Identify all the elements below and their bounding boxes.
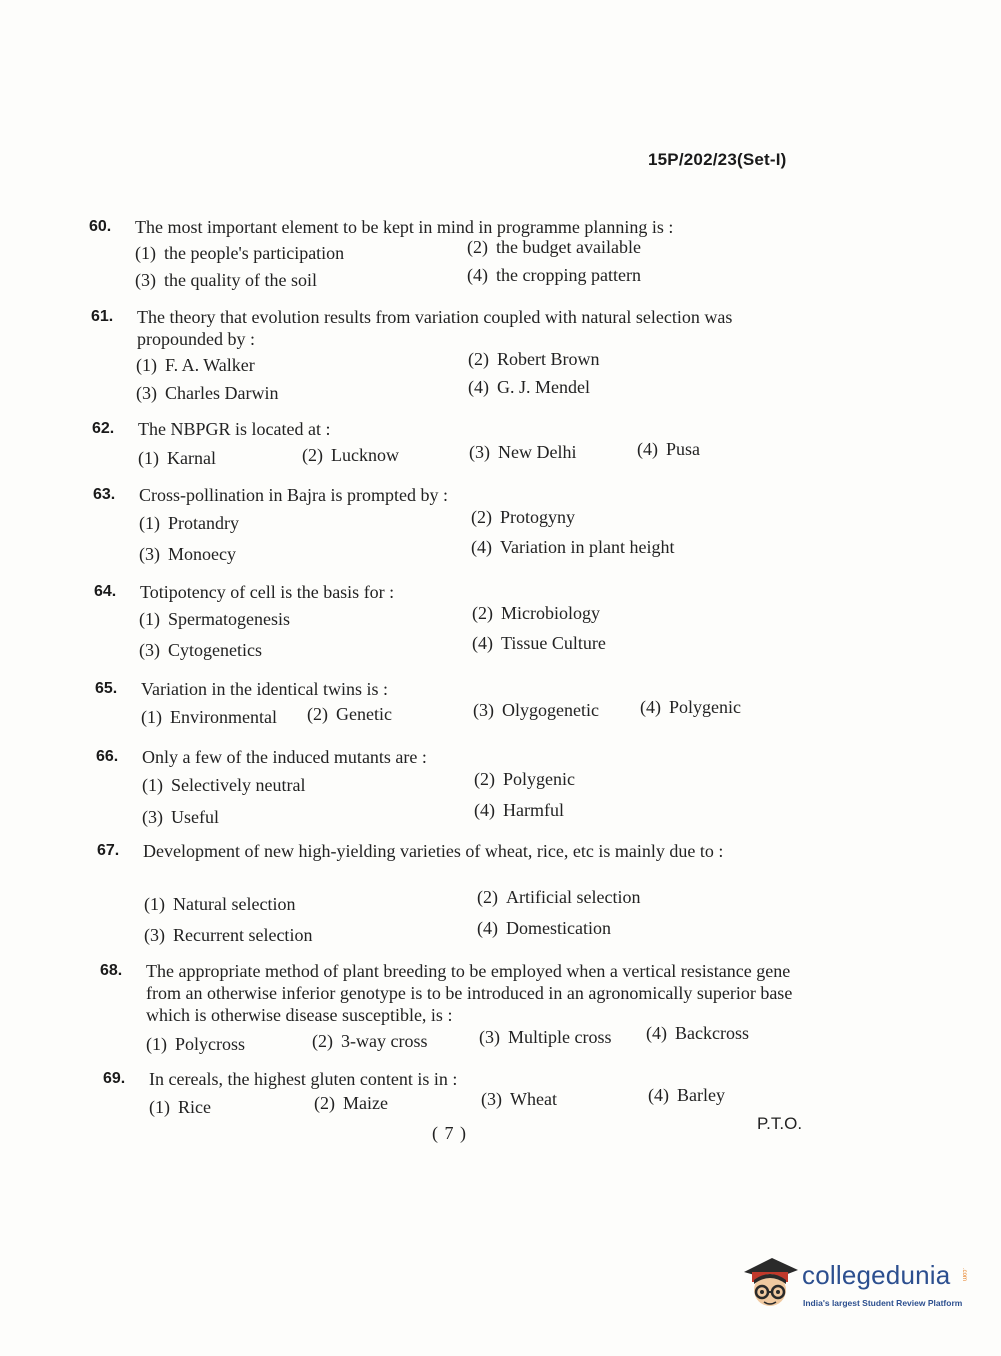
option-number: (4) xyxy=(646,1023,667,1043)
option-2 xyxy=(471,507,575,528)
option-number: (1) xyxy=(149,1097,170,1117)
option-1 xyxy=(146,1034,245,1055)
option-number: (4) xyxy=(640,697,661,717)
question-number: 60. xyxy=(89,218,112,235)
question-text: The NBPGR is located at : xyxy=(138,419,331,439)
option-text: Barley xyxy=(677,1085,725,1105)
option-number: (4) xyxy=(474,800,495,820)
option-text: Protogyny xyxy=(500,507,576,527)
option-number: (4) xyxy=(468,377,489,397)
option-1 xyxy=(139,513,239,534)
option-number: (1) xyxy=(139,513,160,533)
option-number: (4) xyxy=(637,439,658,459)
option-2 xyxy=(314,1093,388,1114)
option-number: (4) xyxy=(477,918,498,938)
question-text: Cross-pollination in Bajra is prompted by : xyxy=(139,485,448,505)
option-2 xyxy=(467,237,641,258)
option-text: Recurrent selection xyxy=(173,925,313,945)
option-text: Polycross xyxy=(175,1034,246,1054)
option-4 xyxy=(477,918,611,939)
option-number: (3) xyxy=(135,270,156,290)
option-3 xyxy=(139,544,236,565)
question-number: 63. xyxy=(93,486,116,503)
option-number: (2) xyxy=(314,1093,335,1113)
option-text: the people's participation xyxy=(164,243,345,263)
option-text: G. J. Mendel xyxy=(497,377,590,397)
option-4 xyxy=(467,265,641,286)
option-text: Pusa xyxy=(666,439,701,459)
option-1 xyxy=(138,448,216,469)
question-number: 62. xyxy=(92,420,115,437)
option-1 xyxy=(144,894,295,915)
option-number: (4) xyxy=(467,265,488,285)
option-number: (3) xyxy=(139,640,160,660)
option-2 xyxy=(302,445,399,466)
option-text: Domestication xyxy=(506,918,611,938)
option-text: Maize xyxy=(343,1093,388,1113)
option-3 xyxy=(136,383,278,404)
option-2 xyxy=(472,603,600,624)
option-text: Variation in plant height xyxy=(500,537,675,557)
logo-domain: .com xyxy=(961,1268,967,1282)
option-number: (3) xyxy=(139,544,160,564)
option-text: Useful xyxy=(171,807,219,827)
question-text: In cereals, the highest gluten content is in : xyxy=(149,1069,458,1089)
option-2 xyxy=(474,769,575,790)
option-2 xyxy=(312,1031,427,1052)
option-text: Cytogenetics xyxy=(168,640,262,660)
question-number: 67. xyxy=(97,842,120,859)
option-number: (2) xyxy=(471,507,492,527)
question-number: 61. xyxy=(91,308,114,325)
option-text: the cropping pattern xyxy=(496,265,641,285)
option-text: New Delhi xyxy=(498,442,577,462)
option-number: (3) xyxy=(469,442,490,462)
collegedunia-logo xyxy=(742,1250,972,1320)
option-2 xyxy=(307,704,392,725)
option-number: (1) xyxy=(142,775,163,795)
option-number: (3) xyxy=(481,1089,502,1109)
option-text: Harmful xyxy=(503,800,564,820)
option-number: (1) xyxy=(141,707,162,727)
option-text: Monoecy xyxy=(168,544,236,564)
question-text: Development of new high-yielding varieties of wheat, rice, etc is mainly due to : xyxy=(143,841,724,861)
question-text: The theory that evolution results from variation coupled with natural selection was propounded by : xyxy=(137,307,733,349)
option-text: Wheat xyxy=(510,1089,557,1109)
option-3 xyxy=(144,925,312,946)
question-text: The appropriate method of plant breeding to be employed when a vertical resistance gene from an otherwise inferior genotype is to be introduced in an agronomically superior base which is otherwise disease susceptible, is : xyxy=(146,961,793,1025)
question-number: 68. xyxy=(100,962,123,979)
question-text: Only a few of the induced mutants are : xyxy=(142,747,427,767)
option-text: Lucknow xyxy=(331,445,399,465)
option-1 xyxy=(139,609,290,630)
option-number: (2) xyxy=(472,603,493,623)
option-text: Backcross xyxy=(675,1023,749,1043)
option-4 xyxy=(640,697,741,718)
option-number: (1) xyxy=(139,609,160,629)
option-4 xyxy=(646,1023,749,1044)
option-text: Natural selection xyxy=(173,894,296,914)
question-number: 69. xyxy=(103,1070,126,1087)
option-1 xyxy=(135,243,344,264)
option-text: Tissue Culture xyxy=(501,633,606,653)
option-number: (1) xyxy=(135,243,156,263)
page-number: ( 7 ) xyxy=(432,1123,467,1143)
option-text: 3-way cross xyxy=(341,1031,428,1051)
option-number: (2) xyxy=(307,704,328,724)
option-4 xyxy=(472,633,606,654)
option-text: Polygenic xyxy=(669,697,741,717)
logo-name: collegedunia xyxy=(802,1260,951,1290)
option-number: (4) xyxy=(472,633,493,653)
option-4 xyxy=(637,439,700,460)
option-number: (3) xyxy=(136,383,157,403)
question-number: 64. xyxy=(94,583,117,600)
option-text: Spermatogenesis xyxy=(168,609,290,629)
question-text: Variation in the identical twins is : xyxy=(141,679,388,699)
option-number: (1) xyxy=(136,355,157,375)
option-1 xyxy=(136,355,255,376)
option-text: Protandry xyxy=(168,513,239,533)
question-number: 65. xyxy=(95,680,118,697)
option-3 xyxy=(142,807,219,828)
option-text: Selectively neutral xyxy=(171,775,306,795)
option-number: (1) xyxy=(144,894,165,914)
option-3 xyxy=(139,640,262,661)
option-text: Environmental xyxy=(170,707,277,727)
option-4 xyxy=(468,377,590,398)
option-text: Charles Darwin xyxy=(165,383,279,403)
option-2 xyxy=(468,349,600,370)
pto-label: P.T.O. xyxy=(757,1114,803,1133)
option-text: Artificial selection xyxy=(506,887,641,907)
option-1 xyxy=(142,775,305,796)
option-text: Olygogenetic xyxy=(502,700,599,720)
option-2 xyxy=(477,887,640,908)
option-number: (1) xyxy=(146,1034,167,1054)
option-text: Microbiology xyxy=(501,603,600,623)
option-3 xyxy=(469,442,576,463)
option-number: (4) xyxy=(471,537,492,557)
option-4 xyxy=(474,800,564,821)
mascot-icon xyxy=(742,1250,800,1312)
option-text: Karnal xyxy=(167,448,216,468)
option-number: (3) xyxy=(142,807,163,827)
option-number: (3) xyxy=(473,700,494,720)
option-text: Robert Brown xyxy=(497,349,600,369)
paper-code: 15P/202/23(Set-I) xyxy=(648,150,787,169)
option-3 xyxy=(481,1089,557,1110)
option-1 xyxy=(149,1097,211,1118)
option-text: the budget available xyxy=(496,237,641,257)
option-text: Rice xyxy=(178,1097,211,1117)
option-number: (2) xyxy=(312,1031,333,1051)
option-number: (2) xyxy=(477,887,498,907)
option-1 xyxy=(141,707,277,728)
option-text: the quality of the soil xyxy=(164,270,317,290)
option-text: Multiple cross xyxy=(508,1027,612,1047)
option-number: (3) xyxy=(144,925,165,945)
question-text: Totipotency of cell is the basis for : xyxy=(140,582,395,602)
option-text: Genetic xyxy=(336,704,392,724)
option-number: (1) xyxy=(138,448,159,468)
option-number: (2) xyxy=(302,445,323,465)
option-text: F. A. Walker xyxy=(165,355,255,375)
option-number: (4) xyxy=(648,1085,669,1105)
option-3 xyxy=(479,1027,612,1048)
question-text: The most important element to be kept in mind in programme planning is : xyxy=(135,217,674,237)
option-3 xyxy=(135,270,317,291)
logo-tagline: India's largest Student Review Platform xyxy=(803,1298,963,1308)
option-number: (2) xyxy=(467,237,488,257)
option-number: (3) xyxy=(479,1027,500,1047)
question-number: 66. xyxy=(96,748,119,765)
option-number: (2) xyxy=(474,769,495,789)
option-number: (2) xyxy=(468,349,489,369)
option-3 xyxy=(473,700,599,721)
option-4 xyxy=(648,1085,725,1106)
option-text: Polygenic xyxy=(503,769,575,789)
option-4 xyxy=(471,537,674,558)
